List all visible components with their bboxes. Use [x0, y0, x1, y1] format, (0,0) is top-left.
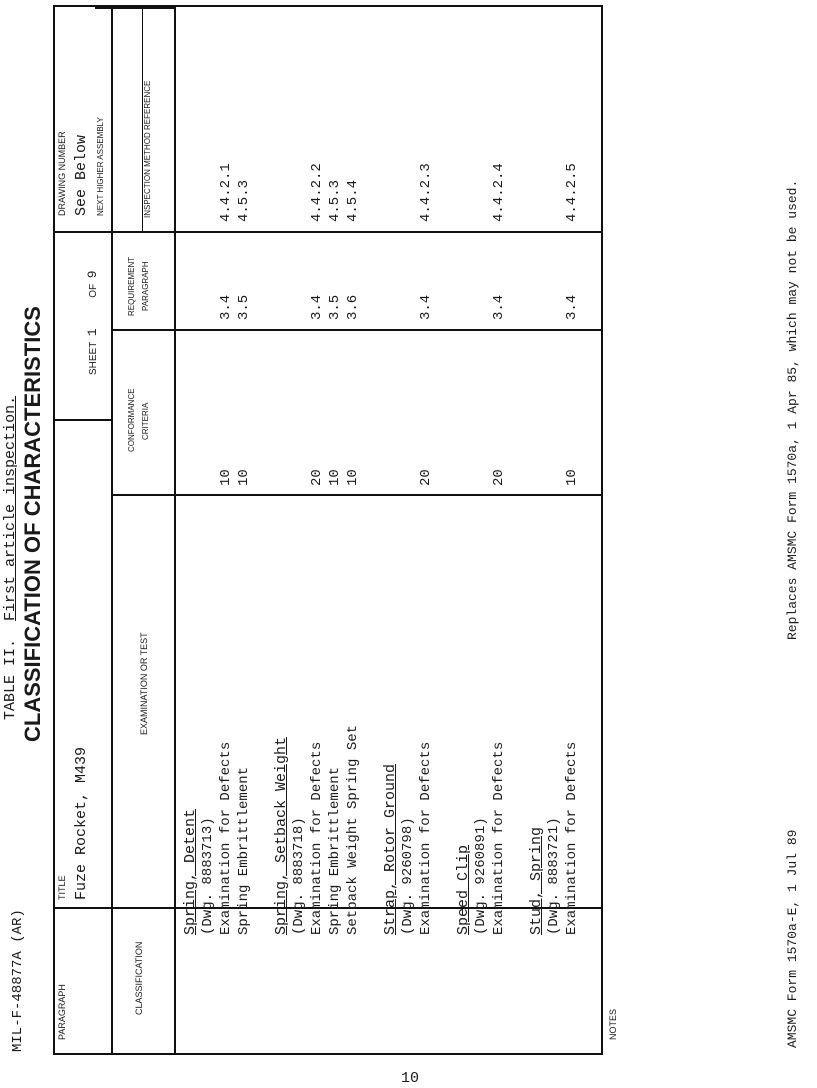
replaces-note: Replaces AMSMC Form 1570a, 1 Apr 85, which may not be used.	[785, 179, 800, 640]
drawing-number-value: See Below	[73, 134, 90, 216]
exam-item: Examination for Defects	[418, 741, 434, 935]
form-id: AMSMC Form 1570a-E, 1 Jul 89	[785, 829, 800, 1048]
sheet-label: SHEET	[88, 341, 99, 375]
inspection-method-header: INSPECTION METHOD REFERENCE	[143, 80, 152, 218]
req-value: 3.5	[327, 294, 343, 320]
examination-header: EXAMINATION OR TEST	[139, 632, 149, 735]
req-value: 3.4	[491, 294, 507, 320]
method-value: 4.4.2.4	[491, 163, 507, 222]
class-value: 20	[418, 469, 434, 486]
method-value: 4.5.3	[236, 179, 252, 222]
conformance-requirement-divider	[111, 329, 603, 331]
notes-label: NOTES	[608, 1008, 618, 1040]
requirement-method-divider	[111, 231, 603, 233]
method-value: 4.4.2.1	[218, 163, 234, 222]
class-value: 10	[564, 469, 580, 486]
part-name: Spring, Detent	[182, 808, 199, 935]
req-value: 3.4	[564, 294, 580, 320]
drawing-number-label: DRAWING NUMBER	[57, 131, 67, 216]
req-value: 3.6	[345, 294, 361, 320]
class-value: 10	[218, 469, 234, 486]
table-number: TABLE II.	[2, 638, 19, 720]
conformance-header-line2: CRITERIA	[141, 402, 150, 440]
part-name: Spring, Setback Weight	[273, 736, 290, 935]
title-value: Fuze Rocket, M439	[73, 746, 90, 900]
exam-item: Spring Embrittlement	[327, 766, 343, 935]
table-caption: First article inspection.	[2, 395, 19, 621]
page-title: CLASSIFICATION OF CHARACTERISTICS	[20, 306, 45, 742]
class-value: 20	[309, 469, 325, 486]
req-value: 3.4	[218, 294, 234, 320]
sheet-total: 9	[85, 270, 100, 279]
exam-item: Examination for Defects	[564, 741, 580, 935]
exam-item: Examination for Defects	[309, 741, 325, 935]
drawing-ref: (Dwg. 8883713)	[200, 817, 216, 935]
req-value: 3.4	[309, 294, 325, 320]
exam-item: Examination for Defects	[491, 741, 507, 935]
req-value: 3.4	[418, 294, 434, 320]
class-value: 10	[345, 469, 361, 486]
method-value: 4.5.3	[327, 179, 343, 222]
drawing-ref: (Dwg. 8883718)	[291, 817, 307, 935]
requirement-header-line1: REQUIREMENT	[127, 256, 136, 316]
class-value: 20	[491, 469, 507, 486]
spec-id: MIL-F-48877A (AR)	[10, 909, 26, 1052]
class-value: 10	[236, 469, 252, 486]
part-name: Speed Clip	[455, 844, 472, 935]
page-number: 10	[400, 1070, 419, 1087]
method-value: 4.4.2.2	[309, 163, 325, 222]
column-header-divider	[174, 7, 176, 1053]
next-higher-assembly-label: NEXT HIGHER ASSEMBLY	[96, 117, 105, 216]
sheet-number: 1	[85, 328, 100, 337]
requirement-header-line2: PARAGRAPH	[141, 261, 150, 311]
exam-item: Setback Weight Spring Set	[345, 724, 361, 935]
sheet-indicator	[86, 270, 99, 375]
drawing-ref: (Dwg. 9260891)	[473, 817, 489, 935]
title-label: TITLE	[57, 875, 67, 900]
exam-item: Spring Embrittlement	[236, 766, 252, 935]
method-value: 4.5.4	[345, 179, 361, 222]
of-label: OF	[88, 283, 99, 298]
notes-divider	[601, 7, 603, 1053]
paragraph-label: PARAGRAPH	[57, 984, 67, 1040]
table-label	[3, 396, 18, 720]
method-value: 4.4.2.3	[418, 163, 434, 222]
title-sheet-divider	[55, 419, 113, 421]
part-name: Stud, Spring	[528, 826, 545, 935]
header-row-divider	[111, 7, 113, 1053]
class-value: 10	[327, 469, 343, 486]
req-value: 3.5	[236, 294, 252, 320]
part-name: Strap, Rotor Ground	[382, 763, 399, 935]
classification-header: CLASSIFICATION	[134, 941, 144, 1015]
exam-conformance-divider	[111, 494, 603, 496]
drawing-ref: (Dwg. 8883721)	[546, 817, 562, 935]
drawing-assembly-divider	[95, 7, 175, 9]
method-value: 4.4.2.5	[564, 163, 580, 222]
conformance-header-line1: CONFORMANCE	[127, 388, 136, 452]
exam-item: Examination for Defects	[218, 741, 234, 935]
drawing-ref: (Dwg. 9260798)	[400, 817, 416, 935]
